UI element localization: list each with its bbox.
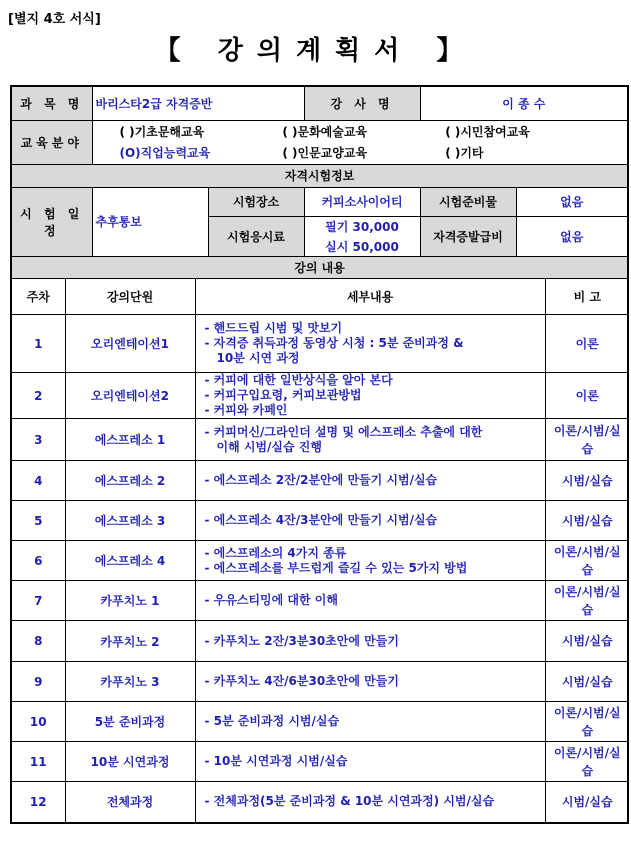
document-title: 【 강의계획서 】 bbox=[154, 36, 477, 66]
week-cell: 1 bbox=[12, 315, 65, 373]
week-cell: 10 bbox=[12, 702, 65, 742]
column-header-week: 주차 bbox=[12, 279, 65, 315]
lecture-content-header: 강의 내용 bbox=[11, 256, 628, 278]
table-row bbox=[12, 501, 628, 541]
note-cell: 이론/시범/실습 bbox=[545, 742, 628, 782]
detail-line: - 커피와 카페인 bbox=[205, 403, 542, 418]
week-cell: 12 bbox=[12, 782, 65, 822]
week-cell: 3 bbox=[12, 419, 65, 461]
table-row bbox=[12, 581, 628, 621]
exam-date-label: 시 험 일 정 bbox=[11, 187, 92, 256]
note-cell: 이론/시범/실습 bbox=[545, 419, 628, 461]
unit-cell: 에스프레소 4 bbox=[65, 541, 195, 581]
field-label: 교육분야 bbox=[11, 120, 92, 164]
table-row bbox=[12, 782, 628, 822]
unit-cell: 카푸치노 3 bbox=[65, 662, 195, 702]
detail-line: - 에스프레소 4잔/3분안에 만들기 시범/실습 bbox=[205, 513, 542, 528]
detail-line: - 우유스티밍에 대한 이해 bbox=[205, 593, 542, 608]
note-cell: 이론/시범/실습 bbox=[545, 581, 628, 621]
cert-fee-label: 자격증발급비 bbox=[420, 216, 516, 256]
table-row bbox=[12, 419, 628, 461]
details-cell bbox=[195, 541, 545, 581]
field-options bbox=[92, 120, 628, 164]
table-row bbox=[12, 662, 628, 702]
detail-line: 10분 시연 과정 bbox=[216, 351, 300, 365]
table-row bbox=[12, 742, 628, 782]
unit-cell: 에스프레소 1 bbox=[65, 419, 195, 461]
details-cell bbox=[195, 315, 545, 373]
week-cell: 5 bbox=[12, 501, 65, 541]
details-cell bbox=[195, 501, 545, 541]
detail-line: - 전체과정(5분 준비과정 & 10분 시연과정) 시범/실습 bbox=[205, 794, 542, 809]
cert-fee-value: 없음 bbox=[516, 216, 628, 256]
table-row bbox=[12, 315, 628, 373]
exam-prep-value: 없음 bbox=[516, 187, 628, 216]
details-cell bbox=[195, 373, 545, 419]
table-row bbox=[12, 702, 628, 742]
note-cell: 시범/실습 bbox=[545, 461, 628, 501]
week-cell: 8 bbox=[12, 621, 65, 662]
week-cell: 6 bbox=[12, 541, 65, 581]
unit-cell: 카푸치노 2 bbox=[65, 621, 195, 662]
unit-cell: 오리엔테이션2 bbox=[65, 373, 195, 419]
week-cell: 9 bbox=[12, 662, 65, 702]
lecture-schedule-table bbox=[12, 279, 628, 822]
details-cell bbox=[195, 581, 545, 621]
unit-cell: 전체과정 bbox=[65, 782, 195, 822]
table-row bbox=[12, 461, 628, 501]
week-cell: 2 bbox=[12, 373, 65, 419]
exam-place-label: 시험장소 bbox=[208, 187, 304, 216]
detail-line: - 에스프레소를 부드럽게 즐길 수 있는 5가지 방법 bbox=[205, 561, 542, 576]
exam-place-value: 커피소사이어티 bbox=[304, 187, 420, 216]
detail-line: - 10분 시연과정 시범/실습 bbox=[205, 754, 542, 769]
table-row bbox=[12, 621, 628, 662]
exam-fee-written: 필기 30,000 bbox=[325, 219, 399, 234]
note-cell: 시범/실습 bbox=[545, 501, 628, 541]
exam-info-header: 자격시험정보 bbox=[11, 164, 628, 187]
detail-line: - 카푸치노 2잔/3분30초안에 만들기 bbox=[205, 634, 542, 649]
unit-cell: 오리엔테이션1 bbox=[65, 315, 195, 373]
week-cell: 4 bbox=[12, 461, 65, 501]
form-label: [별지 4호 서식] bbox=[8, 12, 101, 27]
option-basic-literacy: ( )기초문해교육 bbox=[119, 125, 205, 139]
option-humanities: ( )인문교양교육 bbox=[282, 146, 368, 160]
note-cell: 시범/실습 bbox=[545, 782, 628, 822]
instructor-label: 강 사 명 bbox=[304, 86, 420, 120]
detail-line: - 핸드드립 시범 및 맛보기 bbox=[205, 321, 542, 336]
detail-line: - 커피머신/그라인더 설명 및 에스프레소 추출에 대한 bbox=[205, 425, 542, 440]
option-culture-arts: ( )문화예술교육 bbox=[282, 125, 368, 139]
exam-fee-practical: 실시 50,000 bbox=[325, 239, 399, 254]
exam-fee-value bbox=[304, 216, 420, 256]
detail-line: - 커피에 대한 일반상식을 알아 본다 bbox=[205, 373, 542, 388]
detail-line: - 5분 준비과정 시범/실습 bbox=[205, 714, 542, 729]
note-cell: 이론 bbox=[545, 315, 628, 373]
details-cell bbox=[195, 621, 545, 662]
subject-label: 과 목 명 bbox=[11, 86, 92, 120]
detail-line: - 카푸치노 4잔/6분30초안에 만들기 bbox=[205, 674, 542, 689]
exam-fee-label: 시험응시료 bbox=[208, 216, 304, 256]
unit-cell: 에스프레소 3 bbox=[65, 501, 195, 541]
table-row bbox=[12, 373, 628, 419]
note-cell: 이론 bbox=[545, 373, 628, 419]
details-cell bbox=[195, 782, 545, 822]
detail-line: - 커피구입요령, 커피보관방법 bbox=[205, 388, 542, 403]
details-cell bbox=[195, 702, 545, 742]
option-other: ( )기타 bbox=[445, 146, 484, 160]
unit-cell: 5분 준비과정 bbox=[65, 702, 195, 742]
option-civic: ( )시민참여교육 bbox=[445, 125, 530, 139]
option-vocational: (O)직업능력교육 bbox=[119, 146, 211, 160]
detail-line: - 자격증 취득과정 동영상 시청 : 5분 준비과정 & bbox=[205, 336, 542, 351]
exam-prep-label: 시험준비물 bbox=[420, 187, 516, 216]
note-cell: 시범/실습 bbox=[545, 621, 628, 662]
exam-date-value: 추후통보 bbox=[92, 187, 208, 256]
unit-cell: 카푸치노 1 bbox=[65, 581, 195, 621]
week-cell: 11 bbox=[12, 742, 65, 782]
detail-line: - 에스프레소 2잔/2분안에 만들기 시범/실습 bbox=[205, 473, 542, 488]
column-header-note: 비 고 bbox=[545, 279, 628, 315]
details-cell bbox=[195, 662, 545, 702]
lecture-plan-table bbox=[10, 85, 629, 824]
note-cell: 이론/시범/실습 bbox=[545, 541, 628, 581]
details-cell bbox=[195, 742, 545, 782]
detail-line: - 에스프레소의 4가지 종류 bbox=[205, 546, 542, 561]
detail-line: 이해 시범/실습 진행 bbox=[216, 439, 322, 454]
details-cell bbox=[195, 461, 545, 501]
subject-value: 바리스타2급 자격증반 bbox=[92, 86, 304, 120]
unit-cell: 에스프레소 2 bbox=[65, 461, 195, 501]
details-cell bbox=[195, 419, 545, 461]
note-cell: 이론/시범/실습 bbox=[545, 702, 628, 742]
note-cell: 시범/실습 bbox=[545, 662, 628, 702]
week-cell: 7 bbox=[12, 581, 65, 621]
table-row bbox=[12, 541, 628, 581]
column-header-unit: 강의단원 bbox=[65, 279, 195, 315]
column-header-details: 세부내용 bbox=[195, 279, 545, 315]
unit-cell: 10분 시연과정 bbox=[65, 742, 195, 782]
instructor-value: 이 종 수 bbox=[420, 86, 628, 120]
